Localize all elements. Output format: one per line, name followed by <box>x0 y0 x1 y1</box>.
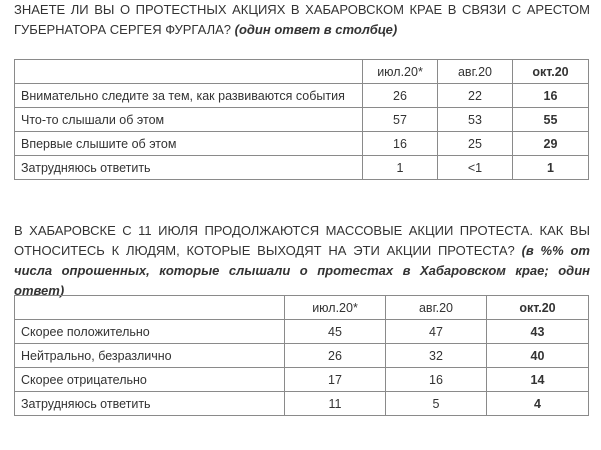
value-oct: 29 <box>513 132 589 156</box>
value-aug: <1 <box>438 156 513 180</box>
question-2 <box>14 221 590 301</box>
value-aug: 25 <box>438 132 513 156</box>
header-aug: авг.20 <box>386 296 487 320</box>
table-row <box>15 132 589 156</box>
header-blank <box>15 60 363 84</box>
table-attitude <box>14 295 589 416</box>
table-row <box>15 84 589 108</box>
value-aug: 47 <box>386 320 487 344</box>
value-jul: 45 <box>285 320 386 344</box>
header-oct: окт.20 <box>487 296 589 320</box>
value-aug: 22 <box>438 84 513 108</box>
value-aug: 5 <box>386 392 487 416</box>
value-oct: 55 <box>513 108 589 132</box>
value-oct: 1 <box>513 156 589 180</box>
table-row <box>15 344 589 368</box>
row-label: Нейтрально, безразлично <box>15 344 285 368</box>
row-label: Затрудняюсь ответить <box>15 156 363 180</box>
row-label: Скорее положительно <box>15 320 285 344</box>
row-label: Скорее отрицательно <box>15 368 285 392</box>
table-row <box>15 392 589 416</box>
table-row <box>15 320 589 344</box>
table-header-row <box>15 296 589 320</box>
question-1-text: ЗНАЕТЕ ЛИ ВЫ О ПРОТЕСТНЫХ АКЦИЯХ В ХАБАРОВСКОМ КРАЕ В СВЯЗИ С АРЕСТОМ ГУБЕРНАТОРА СЕРГЕЯ ФУРГАЛА? <box>14 2 590 37</box>
header-blank <box>15 296 285 320</box>
table-row <box>15 108 589 132</box>
question-1 <box>14 0 590 40</box>
row-label: Затрудняюсь ответить <box>15 392 285 416</box>
row-label: Внимательно следите за тем, как развиваются события <box>15 84 363 108</box>
value-jul: 57 <box>363 108 438 132</box>
row-label: Впервые слышите об этом <box>15 132 363 156</box>
value-jul: 26 <box>363 84 438 108</box>
value-jul: 16 <box>363 132 438 156</box>
value-oct: 14 <box>487 368 589 392</box>
question-2-note: (в %% от числа опрошенных, которые слышали о протестах в Хабаровском крае; один ответ) <box>14 243 590 298</box>
header-jul: июл.20* <box>363 60 438 84</box>
question-2-text: В ХАБАРОВСКЕ С 11 ИЮЛЯ ПРОДОЛЖАЮТСЯ МАССОВЫЕ АКЦИИ ПРОТЕСТА. КАК ВЫ ОТНОСИТЕСЬ К ЛЮДЯМ, КОТОРЫЕ ВЫХОДЯТ НА ЭТИ АКЦИИ ПРОТЕСТА? <box>14 223 590 258</box>
header-oct: окт.20 <box>513 60 589 84</box>
row-label: Что-то слышали об этом <box>15 108 363 132</box>
value-oct: 4 <box>487 392 589 416</box>
table-header-row <box>15 60 589 84</box>
value-jul: 26 <box>285 344 386 368</box>
value-jul: 11 <box>285 392 386 416</box>
header-jul: июл.20* <box>285 296 386 320</box>
value-oct: 16 <box>513 84 589 108</box>
value-jul: 17 <box>285 368 386 392</box>
value-oct: 43 <box>487 320 589 344</box>
question-1-note: (один ответ в столбце) <box>234 22 398 37</box>
value-oct: 40 <box>487 344 589 368</box>
header-aug: авг.20 <box>438 60 513 84</box>
table-awareness <box>14 59 589 180</box>
value-aug: 32 <box>386 344 487 368</box>
table-row <box>15 156 589 180</box>
value-aug: 53 <box>438 108 513 132</box>
table-row <box>15 368 589 392</box>
value-aug: 16 <box>386 368 487 392</box>
value-jul: 1 <box>363 156 438 180</box>
